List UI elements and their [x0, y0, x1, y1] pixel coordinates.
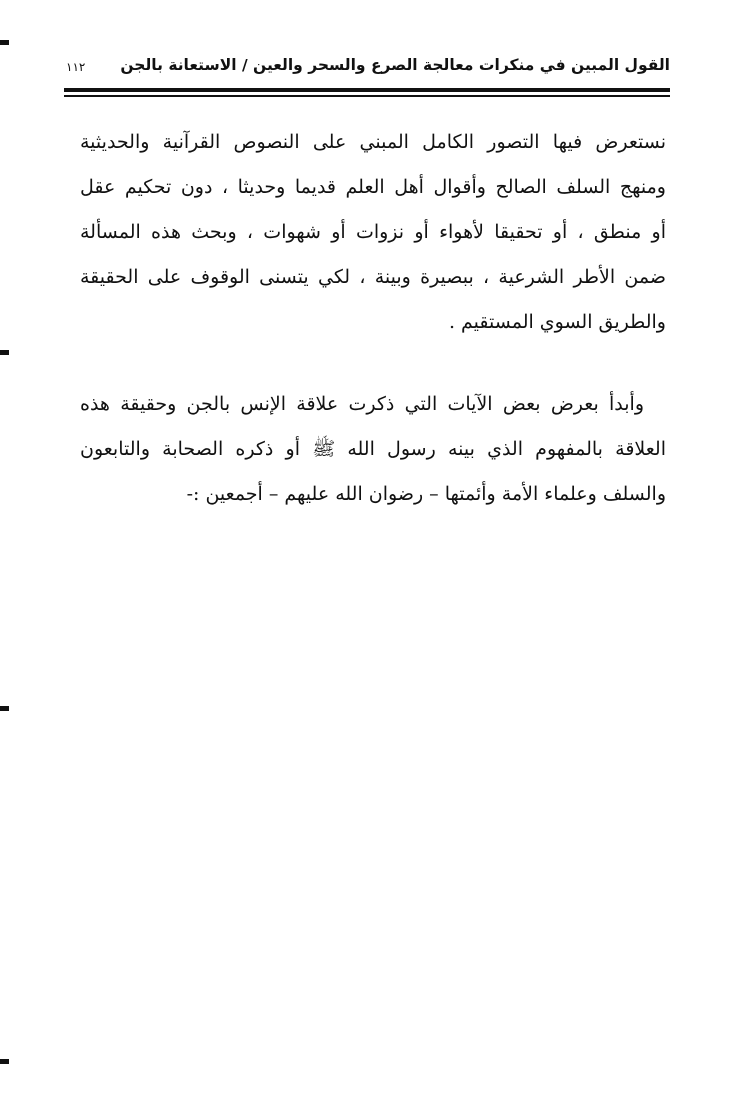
scan-edge-mark	[0, 1059, 9, 1064]
paragraph-line: والطريق السوي المستقيم .	[448, 311, 666, 333]
paragraph-line: وأبدأ بعرض بعض الآيات التي ذكرت علاقة الإنس بالجن وحقيقة هذه	[80, 393, 644, 415]
paragraph-line: ومنهج السلف الصالح وأقوال أهل العلم قديما وحديثا ، دون تحكيم عقل	[80, 176, 666, 198]
paragraph-line: العلاقة بالمفهوم الذي بينه رسول الله ﷺ أو ذكره الصحابة والتابعون	[80, 438, 666, 460]
scan-edge-mark	[0, 40, 9, 45]
paragraph-1	[80, 120, 666, 345]
header-rule-thin	[64, 95, 670, 97]
page-number: ١١٢	[66, 60, 86, 74]
paragraph-line: أو منطق ، أو تحقيقا لأهواء أو نزوات أو شهوات ، وبحث هذه المسألة	[80, 221, 666, 243]
paragraph-line: نستعرض فيها التصور الكامل المبني على النصوص القرآنية والحديثية	[80, 131, 666, 153]
running-title: القول المبين في منكرات معالجة الصرع والسحر والعين / الاستعانة بالجن	[120, 56, 670, 74]
paragraph-line: ضمن الأطر الشرعية ، ببصيرة وبينة ، لكي يتسنى الوقوف على الحقيقة	[80, 266, 666, 288]
paragraph-line: والسلف وعلماء الأمة وأئمتها – رضوان الله عليهم – أجمعين :-	[186, 483, 666, 505]
header-rule-thick	[64, 88, 670, 92]
paragraph-2	[80, 382, 666, 517]
page-header	[64, 52, 670, 84]
scan-edge-mark	[0, 706, 9, 711]
scan-edge-mark	[0, 350, 9, 355]
